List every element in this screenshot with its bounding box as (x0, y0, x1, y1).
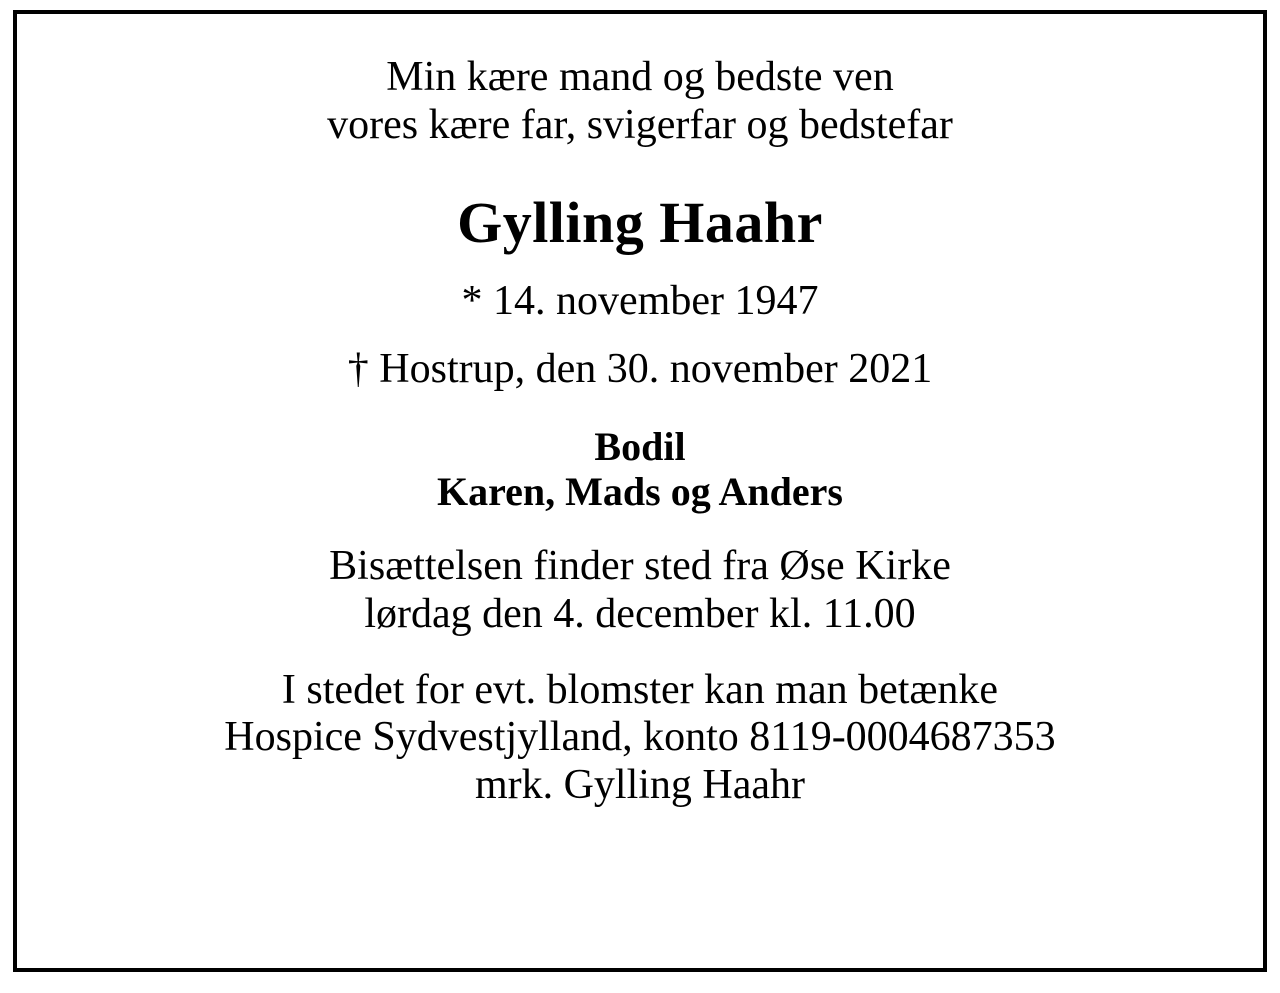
ceremony-line-1: Bisættelsen finder sted fra Øse Kirke (329, 542, 951, 589)
donation-block (224, 667, 1055, 811)
intro-line-1: Min kære mand og bedste ven (386, 54, 894, 100)
intro-block (327, 54, 953, 150)
survivor-line-2: Karen, Mads og Anders (437, 469, 843, 515)
ceremony-block (329, 543, 951, 639)
donation-line-2: Hospice Sydvestjylland, konto 8119-0004687353 (224, 714, 1056, 761)
death-date: † Hostrup, den 30. november 2021 (347, 345, 933, 392)
survivor-line-1: Bodil (594, 423, 686, 469)
donation-line-3: mrk. Gylling Haahr (474, 762, 806, 809)
intro-line-2: vores kære far, svigerfar og bedstefar (327, 101, 953, 148)
birth-date: * 14. november 1947 (461, 277, 819, 324)
obituary-notice (13, 10, 1267, 972)
ceremony-line-2: lørdag den 4. december kl. 11.00 (364, 590, 916, 637)
donation-line-1: I stedet for evt. blomster kan man betænke (281, 666, 999, 713)
survivors-block (437, 424, 843, 515)
deceased-name: Gylling Haahr (457, 189, 823, 255)
